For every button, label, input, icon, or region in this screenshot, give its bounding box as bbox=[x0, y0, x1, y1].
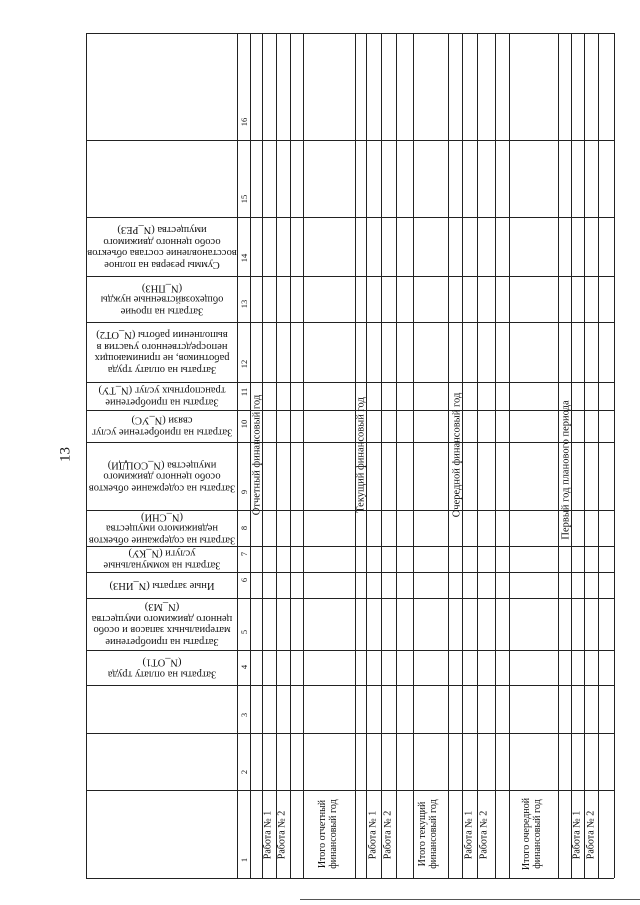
column-number: 9 bbox=[238, 489, 249, 495]
table-vline bbox=[237, 33, 238, 878]
column-divider bbox=[86, 598, 614, 599]
work-row-label: Работа № 1 bbox=[367, 810, 379, 860]
section-title: Отчетный финансовый год bbox=[251, 394, 263, 516]
scan-edge-line bbox=[300, 899, 640, 900]
table-vline bbox=[290, 33, 291, 878]
column-number: 10 bbox=[238, 419, 249, 429]
column-number: 3 bbox=[238, 712, 249, 718]
page-number: 13 bbox=[57, 447, 74, 462]
column-divider bbox=[86, 572, 614, 573]
column-number: 7 bbox=[238, 551, 249, 557]
column-divider bbox=[86, 790, 614, 791]
section-title: Первый год планового периода bbox=[560, 400, 572, 540]
column-divider bbox=[86, 733, 614, 734]
section-title: Текущий финансовый год bbox=[355, 397, 367, 513]
table-vline bbox=[413, 33, 414, 878]
work-row-label: Работа № 2 bbox=[382, 810, 394, 860]
column-divider bbox=[86, 685, 614, 686]
column-header: Затраты на содержание объектов недвижимого имущества (N_СНИ) bbox=[88, 511, 235, 546]
table-vline bbox=[381, 33, 382, 878]
column-number: 5 bbox=[238, 629, 249, 635]
total-row-label: Итого отчетный финансовый год bbox=[317, 799, 339, 869]
work-row-label: Работа № 1 bbox=[463, 810, 475, 860]
table-hline bbox=[86, 33, 614, 34]
table-vline bbox=[276, 33, 277, 878]
column-header: Затраты на содержание объектов особо ценного движимого имущества (N_СОЦДИ) bbox=[88, 459, 235, 494]
column-number: 15 bbox=[238, 194, 249, 204]
column-number: 16 bbox=[238, 117, 249, 127]
column-number: 1 bbox=[238, 857, 249, 863]
table-vline bbox=[448, 33, 449, 878]
section-title: Очередной финансовый год bbox=[451, 392, 463, 518]
total-row-label: Итого очередной финансовый год bbox=[521, 797, 543, 871]
column-number: 4 bbox=[238, 664, 249, 670]
column-number: 14 bbox=[238, 253, 249, 263]
column-header: Затраты на приобретение транспортных услуг (N_ТУ) bbox=[97, 385, 226, 408]
work-row-label: Работа № 1 bbox=[571, 810, 583, 860]
column-number: 13 bbox=[238, 299, 249, 309]
column-number: 2 bbox=[238, 769, 249, 775]
column-header: Суммы резерва на полное восстановление состава объектов особо ценного движимого имущества (N_РЕЗ) bbox=[86, 224, 237, 270]
table-hline bbox=[86, 878, 614, 879]
table-vline bbox=[303, 33, 304, 878]
column-divider bbox=[86, 382, 614, 383]
table-vline bbox=[558, 33, 559, 878]
table-vline bbox=[614, 33, 615, 878]
column-header: Затраты на оплату труда работников, не принимающих непосредственного участия в выполнении работы (N_ОТ2) bbox=[94, 329, 229, 375]
column-divider bbox=[86, 140, 614, 141]
column-header: Затраты на коммунальные услуги (N_КУ) bbox=[102, 548, 221, 571]
column-divider bbox=[86, 217, 614, 218]
work-row-label: Работа № 2 bbox=[585, 810, 597, 860]
column-divider bbox=[86, 442, 614, 443]
column-number: 11 bbox=[238, 387, 249, 397]
table-vline bbox=[396, 33, 397, 878]
column-number: 12 bbox=[238, 359, 249, 369]
table-vline bbox=[495, 33, 496, 878]
column-header: Затраты на приобретение материальных запасов и особо ценного движимого имущества (N_МЗ) bbox=[91, 601, 232, 647]
column-number: 6 bbox=[238, 577, 249, 583]
column-header: Затраты на прочие общехозяйственные нужды (N_ПНЗ) bbox=[100, 282, 223, 317]
total-row-label: Итого текущий финансовый год bbox=[417, 799, 439, 869]
table-vline bbox=[584, 33, 585, 878]
table-vline bbox=[598, 33, 599, 878]
column-header: Иные затраты (N_ИНЗ) bbox=[109, 579, 214, 591]
work-row-label: Работа № 1 bbox=[262, 810, 274, 860]
column-divider bbox=[86, 650, 614, 651]
table-vline bbox=[86, 33, 87, 878]
column-header: Затраты на оплату труда (N_ОТ1) bbox=[107, 656, 216, 679]
column-header: Затраты на приобретение услуг связи (N_УС) bbox=[91, 415, 232, 438]
column-number: 8 bbox=[238, 525, 249, 531]
column-divider bbox=[86, 322, 614, 323]
table-vline bbox=[509, 33, 510, 878]
column-divider bbox=[86, 276, 614, 277]
column-divider bbox=[86, 410, 614, 411]
work-row-label: Работа № 2 bbox=[478, 810, 490, 860]
table-vline bbox=[477, 33, 478, 878]
work-row-label: Работа № 2 bbox=[276, 810, 288, 860]
